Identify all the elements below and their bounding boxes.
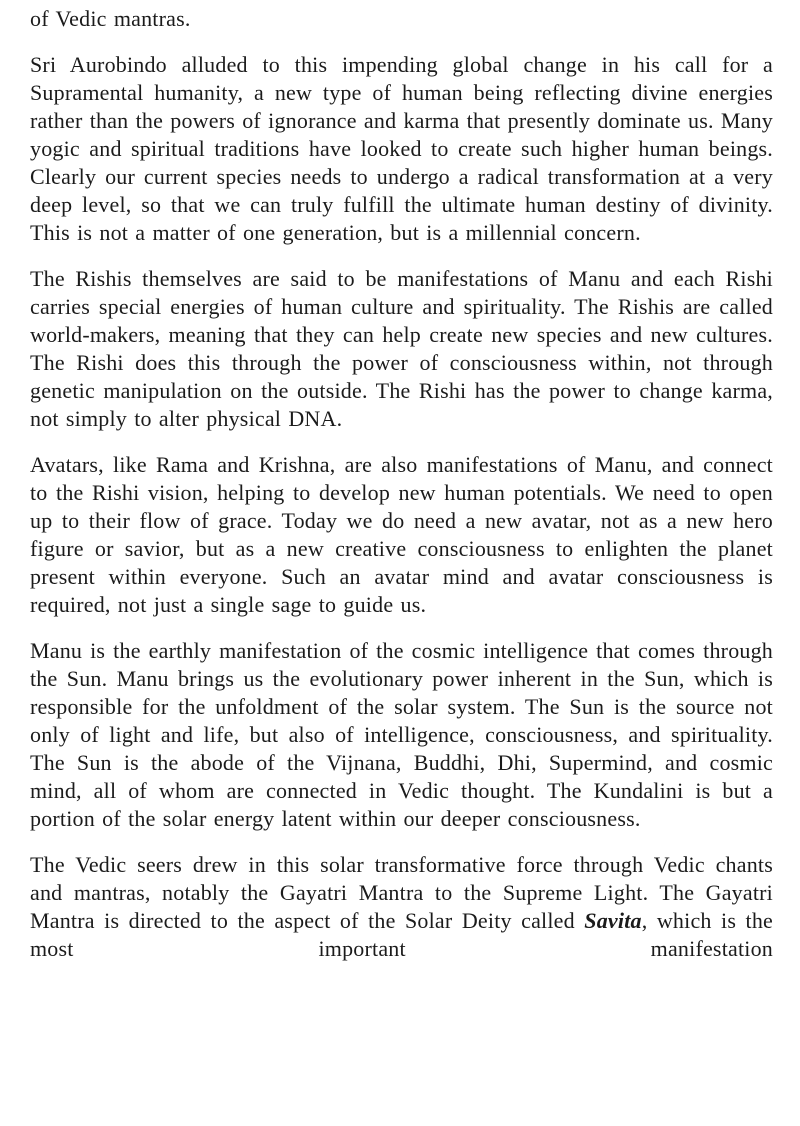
paragraph: of Vedic mantras.: [30, 6, 191, 31]
paragraph: Avatars, like Rama and Krishna, are also manifestations of Manu, and connect to the Rishi vision, helping to develop new human potentials. We need to open up to their flow of grace. Today we do need a new avatar, not as a new hero figure or savior, but as a new creative consciousness to enlighten the planet present within everyone. Such an avatar mind and avatar consciousness is required, not just a single sage to guide us.: [30, 452, 773, 617]
paragraph: Sri Aurobindo alluded to this impending global change in his call for a Supramental humanity, a new type of human being reflecting divine energies rather than the powers of ignorance and karma that presently dominate us. Many yogic and spiritual traditions have looked to create such higher human beings. Clearly our current species needs to undergo a radical transformation at a very deep level, so that we can truly fulfill the ultimate human destiny of divinity. This is not a matter of one generation, but is a millennial concern.: [30, 52, 773, 245]
emphasized-term: Savita: [584, 908, 642, 933]
paragraph: The Rishis themselves are said to be manifestations of Manu and each Rishi carries special energies of human culture and spirituality. The Rishis are called world-makers, meaning that they can help create new species and new cultures. The Rishi does this through the power of consciousness within, not through genetic manipulation on the outside. The Rishi has the power to change karma, not simply to alter physical DNA.: [30, 266, 773, 431]
paragraph: Manu is the earthly manifestation of the cosmic intelligence that comes through the Sun. Manu brings us the evolutionary power inherent in the Sun, which is responsible for the unfoldment of the solar system. The Sun is the source not only of light and life, but also of intelligence, consciousness, and spirituality. The Sun is the abode of the Vijnana, Buddhi, Dhi, Supermind, and cosmic mind, all of whom are connected in Vedic thought. The Kundalini is but a portion of the solar energy latent within our deeper consciousness.: [30, 638, 773, 831]
paragraph: The Vedic seers drew in this solar transformative force through Vedic chants and mantras, notably the Gayatri Mantra to the Supreme Light. The Gayatri Mantra is directed to the aspect of the Solar Deity called Savita, which is the most important manifestation: [30, 852, 773, 961]
page-text: [30, 5, 773, 963]
